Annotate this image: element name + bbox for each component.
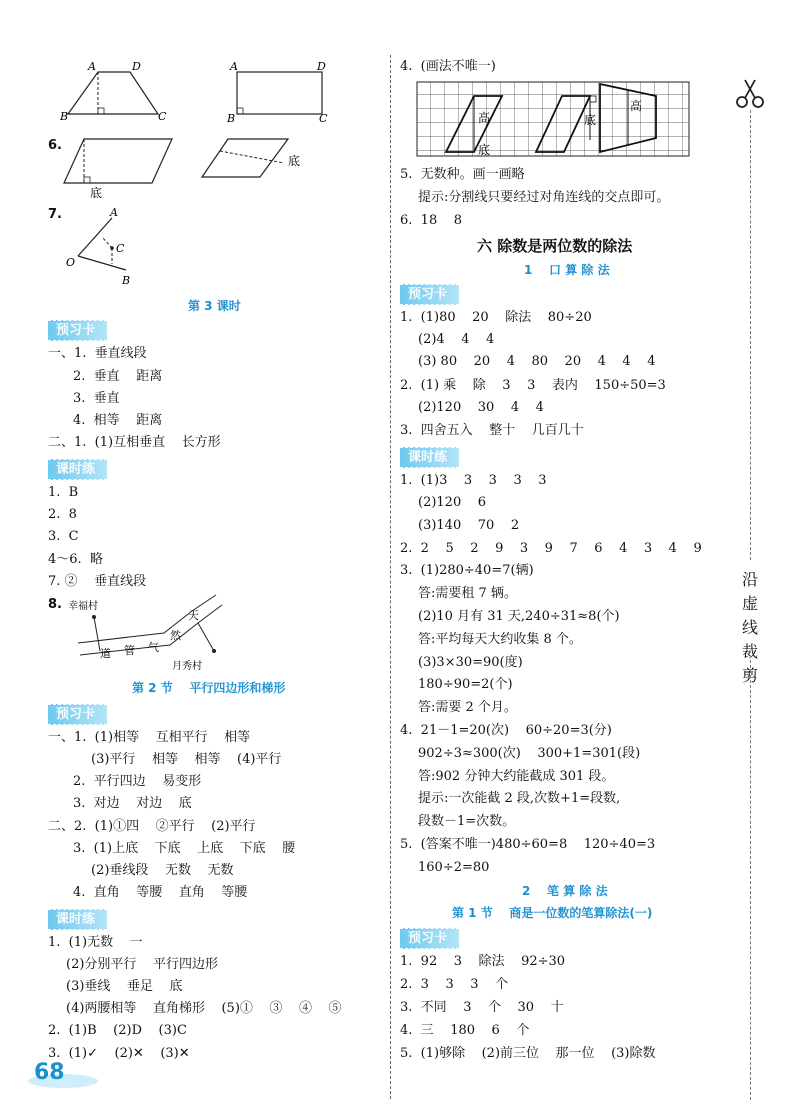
answer-line: 3. (1)✓ (2)✕ (3)✕ [48,1046,190,1061]
answer-line: 2. (1) 乘 除 3 3 表内 150÷50=3 [400,378,666,393]
answer-line: 2. 8 [48,507,77,522]
rect-label-a: A [230,60,238,73]
parallelogram-figure-a [60,133,180,198]
answer-line: (2)分别平行 平行四边形 [66,957,218,972]
answer-line: 3. 垂直 [73,391,120,406]
rect-label-b: B [227,112,236,123]
cut-guide-line-top [750,110,751,560]
grid-label-base-1: 底 [478,143,491,157]
answer-line: (3)平行 相等 相等 (4)平行 [91,752,282,767]
q7-number: 7. [48,207,62,222]
q6-base-label-a: 底 [90,186,103,198]
answer-line: 3. (1)上底 下底 上底 下底 腰 [73,841,296,856]
answer-line: 3. 四舍五入 整十 几百几十 [400,423,584,438]
parallelogram-figure-b [198,133,318,198]
cut-label-char: 裁 [741,642,758,661]
answer-line: 2. 平行四边 易变形 [73,774,202,789]
grid-label-base-2: 底 [584,113,597,127]
answer-line: 1. (1)无数 一 [48,935,143,950]
map-label-yuexiu: 月秀村 [172,661,202,671]
page-number: 68 [34,1060,65,1085]
answer-line: 3. C [48,529,79,544]
map-label-xingfu: 幸福村 [68,601,98,612]
answer-line: 902÷3≈300(次) 300+1=301(段) [418,746,641,761]
scissors-icon [733,78,767,112]
q7-label-c: C [116,242,125,255]
chapter-title: 六 除数是两位数的除法 [477,237,633,255]
answer-line: 段数－1=次数。 [418,814,516,829]
answer-line: (3)3×30=90(度) [418,655,523,670]
answer-line: 3. (1)280÷40=7(辆) [400,563,534,578]
section-2-title: 第 2 节 平行四边形和梯形 [132,681,286,695]
answer-line: (2)120 30 4 4 [418,400,544,415]
gas-pipe-map-figure [66,593,256,671]
answer-line: 答:需要 2 个月。 [418,700,517,715]
answer-line: 180÷90=2(个) [418,677,513,692]
answer-line: 提示:一次能截 2 段,次数+1=段数, [418,791,621,806]
answer-line: 1. (1)80 20 除法 80÷20 [400,310,592,325]
column-divider [390,55,391,1099]
cut-label-char: 虚 [741,594,758,613]
preview-card-tag-2: 预习卡 [48,704,107,725]
cut-guide-line-bottom [750,660,751,1100]
practice-tag-1: 课时练 [48,459,107,480]
answer-line: 4～6. 略 [48,552,103,567]
answer-line: 二、1. (1)互相垂直 长方形 [48,435,221,450]
rectangle-figure [225,58,335,123]
answer-line: 2. 2 5 2 9 3 9 7 6 4 3 4 9 [400,541,702,556]
answer-line: 5. 无数种。画一画略 [400,167,525,182]
map-label-tian: 天 [188,609,199,622]
q6-number: 6. [48,138,62,153]
section-title-2: 第 1 节 商是一位数的笔算除法(一) [452,906,653,920]
answer-line: (2)垂线段 无数 无数 [91,863,234,878]
answer-line: 2. 垂直 距离 [73,369,163,384]
map-label-dao: 道 [100,647,111,660]
q8-number: 8. [48,597,62,612]
answer-line: 5. (答案不唯一)480÷60=8 120÷40=3 [400,837,656,852]
answer-line: (3) 80 20 4 80 20 4 4 4 [418,354,656,369]
trap-label-c: C [158,110,167,123]
cut-label-char: 沿 [741,570,758,589]
answer-line: 提示:分割线只要经过对角连线的交点即可。 [418,190,670,205]
answer-line: 160÷2=80 [418,860,490,875]
perpendicular-figure [62,204,142,286]
preview-card-tag-4: 预习卡 [400,928,459,949]
trapezoid-figure [60,58,170,123]
answer-line: (3)垂线 垂足 底 [66,979,183,994]
answer-line: 4. 相等 距离 [73,413,163,428]
rect-label-d: D [317,60,326,73]
answer-line: 5. (1)够除 (2)前三位 那一位 (3)除数 [400,1046,656,1061]
answer-line: (2)10 月有 31 天,240÷31≈8(个) [418,609,620,624]
grid-drawing-figure [416,80,692,160]
q7-label-b: B [122,274,131,286]
answer-line: 2. (1)B (2)D (3)C [48,1023,187,1038]
lesson-3-title: 第 3 课时 [188,299,241,313]
preview-card-tag-3: 预习卡 [400,284,459,305]
answer-line: 答:平均每天大约收集 8 个。 [418,632,582,647]
answer-line: 1. 92 3 除法 92÷30 [400,954,566,969]
rect-label-c: C [319,112,328,123]
answer-line: (2)120 6 [418,495,487,510]
q7-label-a: A [110,206,118,219]
answer-line: 3. 对边 对边 底 [73,796,192,811]
answer-line: 4. 三 180 6 个 [400,1023,530,1038]
answer-line: 1. (1)3 3 3 3 3 [400,473,547,488]
grid-label-height-2: 高 [630,99,643,113]
practice-tag-2: 课时练 [48,909,107,930]
subsection-title-1: 1 口 算 除 法 [524,263,610,277]
trap-label-d: D [132,60,141,73]
cut-label-char: 剪 [741,666,758,685]
answer-line: (2)4 4 4 [418,332,495,347]
answer-line: 4. (画法不唯一) [400,59,496,74]
map-label-ran: 然 [170,629,181,642]
answer-line: (3)140 70 2 [418,518,520,533]
answer-line: (4)两腰相等 直角梯形 (5)① ③ ④ ⑤ [66,1001,342,1016]
answer-line: 答:需要租 7 辆。 [418,586,517,601]
map-label-qi: 气 [148,641,159,654]
answer-line: 3. 不同 3 个 30 十 [400,1000,564,1015]
map-label-guan: 管 [124,644,135,657]
subsection-title-2: 2 笔 算 除 法 [522,884,608,898]
practice-tag-3: 课时练 [400,447,459,468]
answer-line: 7. ② 垂直线段 [48,574,147,589]
trap-label-b: B [60,110,69,123]
answer-line: 1. B [48,485,79,500]
answer-line: 一、1. 垂直线段 [48,346,147,361]
trap-label-a: A [88,60,96,73]
grid-label-height-1: 高 [478,111,491,125]
q6-base-label-b: 底 [288,154,301,168]
preview-card-tag-1: 预习卡 [48,320,107,341]
answer-line: 4. 21－1=20(次) 60÷20=3(分) [400,723,612,738]
answer-line: 答:902 分钟大约能截成 301 段。 [418,769,615,784]
answer-line: 6. 18 8 [400,213,463,228]
answer-line: 2. 3 3 3 个 [400,977,509,992]
answer-line: 二、2. (1)①四 ②平行 (2)平行 [48,819,256,834]
cut-label-char: 线 [741,618,758,637]
q7-label-o: O [66,256,76,269]
answer-line: 4. 直角 等腰 直角 等腰 [73,885,248,900]
answer-line: 一、1. (1)相等 互相平行 相等 [48,730,251,745]
